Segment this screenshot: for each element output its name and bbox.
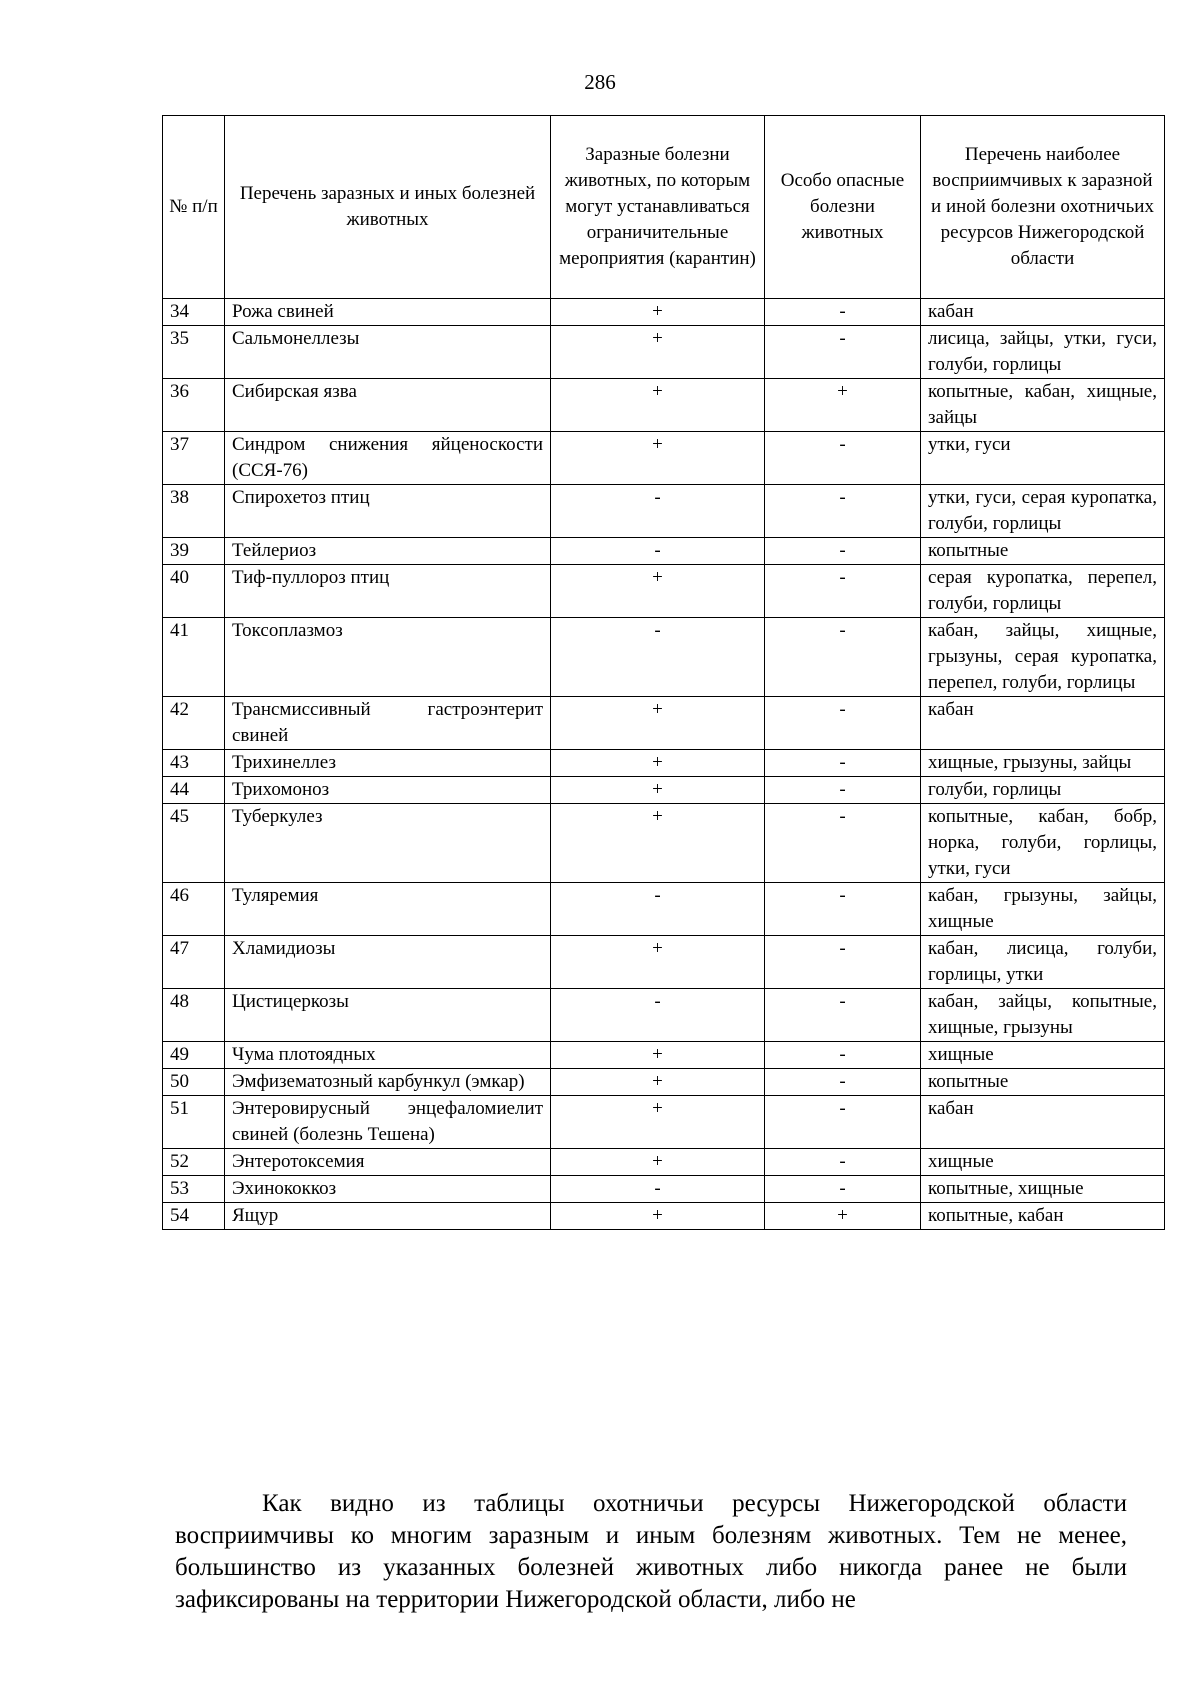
dangerous-mark: -	[765, 485, 921, 538]
row-number: 41	[163, 618, 225, 697]
row-number: 39	[163, 538, 225, 565]
dangerous-mark: -	[765, 1042, 921, 1069]
disease-name: Цистицеркозы	[225, 989, 551, 1042]
row-number: 40	[163, 565, 225, 618]
table-row	[163, 485, 1165, 538]
susceptible-animals: кабан, грызуны, зайцы, хищные	[921, 883, 1165, 936]
disease-name: Тиф-пуллороз птиц	[225, 565, 551, 618]
dangerous-mark: -	[765, 750, 921, 777]
susceptible-animals: утки, гуси	[921, 432, 1165, 485]
dangerous-mark: +	[765, 379, 921, 432]
quarantine-mark: -	[551, 538, 765, 565]
susceptible-animals: копытные, хищные	[921, 1176, 1165, 1203]
dangerous-mark: -	[765, 804, 921, 883]
quarantine-mark: +	[551, 326, 765, 379]
dangerous-mark: -	[765, 326, 921, 379]
quarantine-mark: +	[551, 1096, 765, 1149]
susceptible-animals: голуби, горлицы	[921, 777, 1165, 804]
quarantine-mark: +	[551, 936, 765, 989]
table-row	[163, 432, 1165, 485]
disease-name: Энтеровирусный энцефаломиелит свиней (болезнь Тешена)	[225, 1096, 551, 1149]
susceptible-animals: утки, гуси, серая куропатка, голуби, горлицы	[921, 485, 1165, 538]
table-row	[163, 538, 1165, 565]
dangerous-mark: -	[765, 989, 921, 1042]
dangerous-mark: -	[765, 1096, 921, 1149]
dangerous-mark: -	[765, 697, 921, 750]
disease-name: Сибирская язва	[225, 379, 551, 432]
susceptible-animals: кабан	[921, 299, 1165, 326]
susceptible-animals: хищные, грызуны, зайцы	[921, 750, 1165, 777]
susceptible-animals: хищные	[921, 1149, 1165, 1176]
quarantine-mark: +	[551, 565, 765, 618]
susceptible-animals: копытные, кабан	[921, 1203, 1165, 1230]
disease-name: Спирохетоз птиц	[225, 485, 551, 538]
table-row	[163, 1096, 1165, 1149]
row-number: 37	[163, 432, 225, 485]
table-row	[163, 750, 1165, 777]
susceptible-animals: копытные	[921, 538, 1165, 565]
quarantine-mark: +	[551, 299, 765, 326]
table-row	[163, 618, 1165, 697]
susceptible-animals: лисица, зайцы, утки, гуси, голуби, горлицы	[921, 326, 1165, 379]
row-number: 50	[163, 1069, 225, 1096]
dangerous-mark: -	[765, 1069, 921, 1096]
dangerous-mark: -	[765, 618, 921, 697]
disease-name: Чума плотоядных	[225, 1042, 551, 1069]
header-animals: Перечень наиболее восприимчивых к заразной и иной болезни охотничьих ресурсов Нижегородской области	[921, 116, 1165, 299]
row-number: 43	[163, 750, 225, 777]
dangerous-mark: -	[765, 883, 921, 936]
table-row	[163, 936, 1165, 989]
disease-name: Тейлериоз	[225, 538, 551, 565]
dangerous-mark: -	[765, 777, 921, 804]
table-row	[163, 1149, 1165, 1176]
table-row	[163, 804, 1165, 883]
susceptible-animals: копытные, кабан, хищные, зайцы	[921, 379, 1165, 432]
dangerous-mark: -	[765, 432, 921, 485]
quarantine-mark: +	[551, 1069, 765, 1096]
table-row	[163, 1042, 1165, 1069]
quarantine-mark: +	[551, 1149, 765, 1176]
quarantine-mark: +	[551, 804, 765, 883]
table-row	[163, 1203, 1165, 1230]
susceptible-animals: серая куропатка, перепел, голуби, горлицы	[921, 565, 1165, 618]
quarantine-mark: +	[551, 379, 765, 432]
disease-name: Рожа свиней	[225, 299, 551, 326]
disease-name: Туберкулез	[225, 804, 551, 883]
disease-name: Туляремия	[225, 883, 551, 936]
disease-name: Эхинококкоз	[225, 1176, 551, 1203]
quarantine-mark: +	[551, 432, 765, 485]
dangerous-mark: -	[765, 1176, 921, 1203]
dangerous-mark: -	[765, 538, 921, 565]
disease-name: Трихинеллез	[225, 750, 551, 777]
table-row	[163, 883, 1165, 936]
table-row	[163, 989, 1165, 1042]
susceptible-animals: копытные	[921, 1069, 1165, 1096]
table-row	[163, 1069, 1165, 1096]
quarantine-mark: -	[551, 1176, 765, 1203]
susceptible-animals: кабан	[921, 1096, 1165, 1149]
disease-name: Трансмиссивный гастроэнтерит свиней	[225, 697, 551, 750]
table-row	[163, 777, 1165, 804]
quarantine-mark: -	[551, 618, 765, 697]
table-row	[163, 697, 1165, 750]
row-number: 42	[163, 697, 225, 750]
susceptible-animals: кабан	[921, 697, 1165, 750]
header-disease: Перечень заразных и иных болезней животных	[225, 116, 551, 299]
quarantine-mark: -	[551, 989, 765, 1042]
row-number: 53	[163, 1176, 225, 1203]
dangerous-mark: -	[765, 936, 921, 989]
quarantine-mark: +	[551, 777, 765, 804]
disease-name: Токсоплазмоз	[225, 618, 551, 697]
disease-name: Сальмонеллезы	[225, 326, 551, 379]
row-number: 51	[163, 1096, 225, 1149]
table-row	[163, 565, 1165, 618]
row-number: 36	[163, 379, 225, 432]
row-number: 47	[163, 936, 225, 989]
table-header-row	[163, 116, 1165, 299]
quarantine-mark: -	[551, 485, 765, 538]
page-number: 286	[584, 70, 616, 94]
body-paragraph: Как видно из таблицы охотничьи ресурсы Нижегородской области восприимчивы ко многим заразным и иным болезням животных. Тем не менее, большинство из указанных болезней животных либо никогда ранее не были зафиксированы на территории Нижегородской области, либо не	[175, 1490, 1127, 1613]
susceptible-animals: копытные, кабан, бобр, норка, голуби, горлицы, утки, гуси	[921, 804, 1165, 883]
row-number: 38	[163, 485, 225, 538]
susceptible-animals: хищные	[921, 1042, 1165, 1069]
row-number: 44	[163, 777, 225, 804]
susceptible-animals: кабан, зайцы, хищные, грызуны, серая куропатка, перепел, голуби, горлицы	[921, 618, 1165, 697]
disease-name: Эмфизематозный карбункул (эмкар)	[225, 1069, 551, 1096]
quarantine-mark: +	[551, 1203, 765, 1230]
row-number: 49	[163, 1042, 225, 1069]
dangerous-mark: -	[765, 1149, 921, 1176]
diseases-table	[162, 115, 1165, 1230]
header-quarantine: Заразные болезни животных, по которым могут устанавливаться ограничительные мероприятия (карантин)	[551, 116, 765, 299]
row-number: 48	[163, 989, 225, 1042]
table-row	[163, 379, 1165, 432]
header-number: № п/п	[163, 116, 225, 299]
row-number: 34	[163, 299, 225, 326]
table-row	[163, 1176, 1165, 1203]
susceptible-animals: кабан, лисица, голуби, горлицы, утки	[921, 936, 1165, 989]
dangerous-mark: +	[765, 1203, 921, 1230]
table-row	[163, 326, 1165, 379]
row-number: 35	[163, 326, 225, 379]
quarantine-mark: +	[551, 697, 765, 750]
table-body	[163, 299, 1165, 1230]
table-row	[163, 299, 1165, 326]
dangerous-mark: -	[765, 299, 921, 326]
disease-name: Синдром снижения яйценоскости (ССЯ-76)	[225, 432, 551, 485]
row-number: 52	[163, 1149, 225, 1176]
row-number: 46	[163, 883, 225, 936]
susceptible-animals: кабан, зайцы, копытные, хищные, грызуны	[921, 989, 1165, 1042]
row-number: 54	[163, 1203, 225, 1230]
disease-name: Ящур	[225, 1203, 551, 1230]
disease-name: Хламидиозы	[225, 936, 551, 989]
quarantine-mark: -	[551, 883, 765, 936]
disease-name: Трихомоноз	[225, 777, 551, 804]
quarantine-mark: +	[551, 750, 765, 777]
dangerous-mark: -	[765, 565, 921, 618]
header-dangerous: Особо опасные болезни животных	[765, 116, 921, 299]
quarantine-mark: +	[551, 1042, 765, 1069]
row-number: 45	[163, 804, 225, 883]
disease-name: Энтеротоксемия	[225, 1149, 551, 1176]
